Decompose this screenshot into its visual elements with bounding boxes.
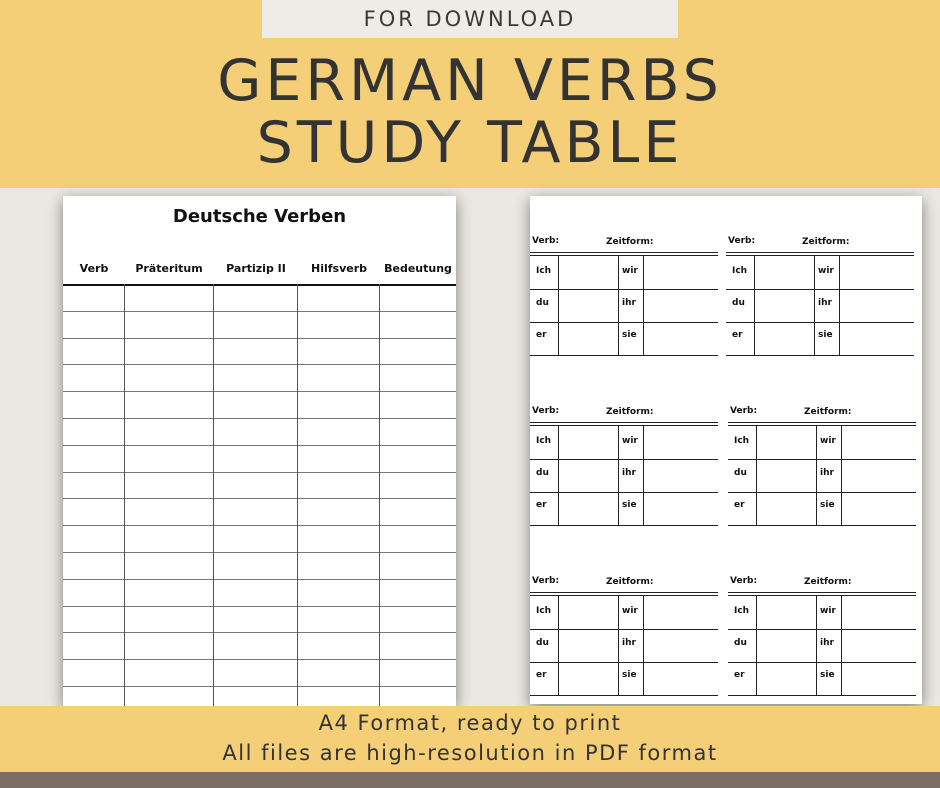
pronoun-label: sie xyxy=(622,670,637,680)
row-line xyxy=(726,355,914,356)
column-header-partizip: Partizip II xyxy=(226,262,286,275)
pronoun-label: wir xyxy=(622,266,638,276)
table-row-line xyxy=(63,338,456,339)
row-line xyxy=(530,525,718,526)
pronoun-label: sie xyxy=(818,330,833,340)
column-header-verb: Verb xyxy=(79,262,109,275)
pronoun-label: du xyxy=(734,638,747,648)
row-line xyxy=(728,695,916,696)
pronoun-label: ihr xyxy=(818,298,832,308)
pronoun-label: Ich xyxy=(734,436,750,446)
verb-label: Verb: xyxy=(532,576,560,586)
resolution-note: All files are high-resolution in PDF format xyxy=(222,741,718,765)
conjugation-block xyxy=(728,574,916,694)
tense-label: Zeitform: xyxy=(606,237,654,247)
pronoun-label: Ich xyxy=(734,606,750,616)
pronoun-label: Ich xyxy=(536,436,552,446)
table-row-line xyxy=(63,525,456,526)
conjugation-block xyxy=(530,234,718,354)
column-line xyxy=(756,426,757,525)
column-line xyxy=(816,426,817,525)
pronoun-label: sie xyxy=(820,670,835,680)
verb-label: Verb: xyxy=(730,576,758,586)
pronoun-label: er xyxy=(734,500,745,510)
conjugation-block xyxy=(726,234,914,354)
page-title-line-1: GERMAN VERBS xyxy=(217,48,723,114)
table-column-line xyxy=(124,284,125,706)
pronoun-label: wir xyxy=(622,436,638,446)
pronoun-label: Ich xyxy=(536,266,552,276)
bottom-strip xyxy=(0,772,940,788)
header-rule xyxy=(728,592,916,593)
column-line xyxy=(558,256,559,355)
table-row-line xyxy=(63,391,456,392)
table-row-line xyxy=(63,418,456,419)
download-tag: FOR DOWNLOAD xyxy=(262,0,678,38)
tense-label: Zeitform: xyxy=(802,237,850,247)
pronoun-label: wir xyxy=(820,606,836,616)
column-line xyxy=(839,256,840,355)
pronoun-label: er xyxy=(734,670,745,680)
tense-label: Zeitform: xyxy=(804,577,852,587)
verb-table-sheet xyxy=(63,196,456,706)
column-line xyxy=(618,256,619,355)
sheet-title: Deutsche Verben xyxy=(172,206,347,227)
table-column-line xyxy=(213,284,214,706)
format-note: A4 Format, ready to print xyxy=(318,711,622,735)
pronoun-label: sie xyxy=(622,500,637,510)
conjugation-block xyxy=(530,574,718,694)
column-line xyxy=(643,426,644,525)
verb-label: Verb: xyxy=(532,406,560,416)
pronoun-label: du xyxy=(536,638,549,648)
table-row-line xyxy=(63,472,456,473)
header-rule xyxy=(726,252,914,253)
pronoun-label: Ich xyxy=(732,266,748,276)
table-row-line xyxy=(63,311,456,312)
column-line xyxy=(816,596,817,695)
pronoun-label: ihr xyxy=(820,638,834,648)
pronoun-label: er xyxy=(536,500,547,510)
table-row-line xyxy=(63,364,456,365)
pronoun-label: sie xyxy=(820,500,835,510)
column-line xyxy=(558,596,559,695)
pronoun-label: wir xyxy=(622,606,638,616)
pronoun-label: du xyxy=(536,468,549,478)
table-row-line xyxy=(63,552,456,553)
column-header-praeteritum: Präteritum xyxy=(135,262,203,275)
column-line xyxy=(841,596,842,695)
column-line xyxy=(558,426,559,525)
column-line xyxy=(754,256,755,355)
table-row-line xyxy=(63,579,456,580)
column-line xyxy=(618,596,619,695)
table-column-line xyxy=(297,284,298,706)
table-row-line xyxy=(63,445,456,446)
tense-label: Zeitform: xyxy=(804,407,852,417)
table-row-line xyxy=(63,632,456,633)
column-line xyxy=(814,256,815,355)
header-rule xyxy=(728,422,916,423)
column-line xyxy=(841,426,842,525)
column-line xyxy=(643,596,644,695)
row-line xyxy=(728,525,916,526)
pronoun-label: du xyxy=(734,468,747,478)
tense-label: Zeitform: xyxy=(606,407,654,417)
verb-label: Verb: xyxy=(532,236,560,246)
pronoun-label: du xyxy=(732,298,745,308)
pronoun-label: er xyxy=(732,330,743,340)
conjugation-block xyxy=(530,404,718,524)
table-column-line xyxy=(379,284,380,706)
header-rule xyxy=(530,592,718,593)
verb-label: Verb: xyxy=(730,406,758,416)
table-row-line xyxy=(63,284,456,286)
tense-label: Zeitform: xyxy=(606,577,654,587)
pronoun-label: wir xyxy=(818,266,834,276)
header-rule xyxy=(530,252,718,253)
pronoun-label: wir xyxy=(820,436,836,446)
pronoun-label: ihr xyxy=(622,638,636,648)
pronoun-label: sie xyxy=(622,330,637,340)
column-line xyxy=(643,256,644,355)
verb-label: Verb: xyxy=(728,236,756,246)
column-line xyxy=(756,596,757,695)
column-header-bedeutung: Bedeutung xyxy=(384,262,452,275)
page-title-line-2: STUDY TABLE xyxy=(256,110,684,176)
pronoun-label: er xyxy=(536,670,547,680)
conjugation-block xyxy=(728,404,916,524)
conjugation-sheet xyxy=(530,196,922,704)
pronoun-label: Ich xyxy=(536,606,552,616)
table-row-line xyxy=(63,606,456,607)
pronoun-label: du xyxy=(536,298,549,308)
table-row-line xyxy=(63,498,456,499)
pronoun-label: er xyxy=(536,330,547,340)
pronoun-label: ihr xyxy=(622,468,636,478)
row-line xyxy=(530,355,718,356)
row-line xyxy=(530,695,718,696)
pronoun-label: ihr xyxy=(622,298,636,308)
table-row-line xyxy=(63,686,456,687)
column-line xyxy=(618,426,619,525)
column-header-hilfsverb: Hilfsverb xyxy=(310,262,367,275)
table-row-line xyxy=(63,659,456,660)
pronoun-label: ihr xyxy=(820,468,834,478)
header-rule xyxy=(530,422,718,423)
